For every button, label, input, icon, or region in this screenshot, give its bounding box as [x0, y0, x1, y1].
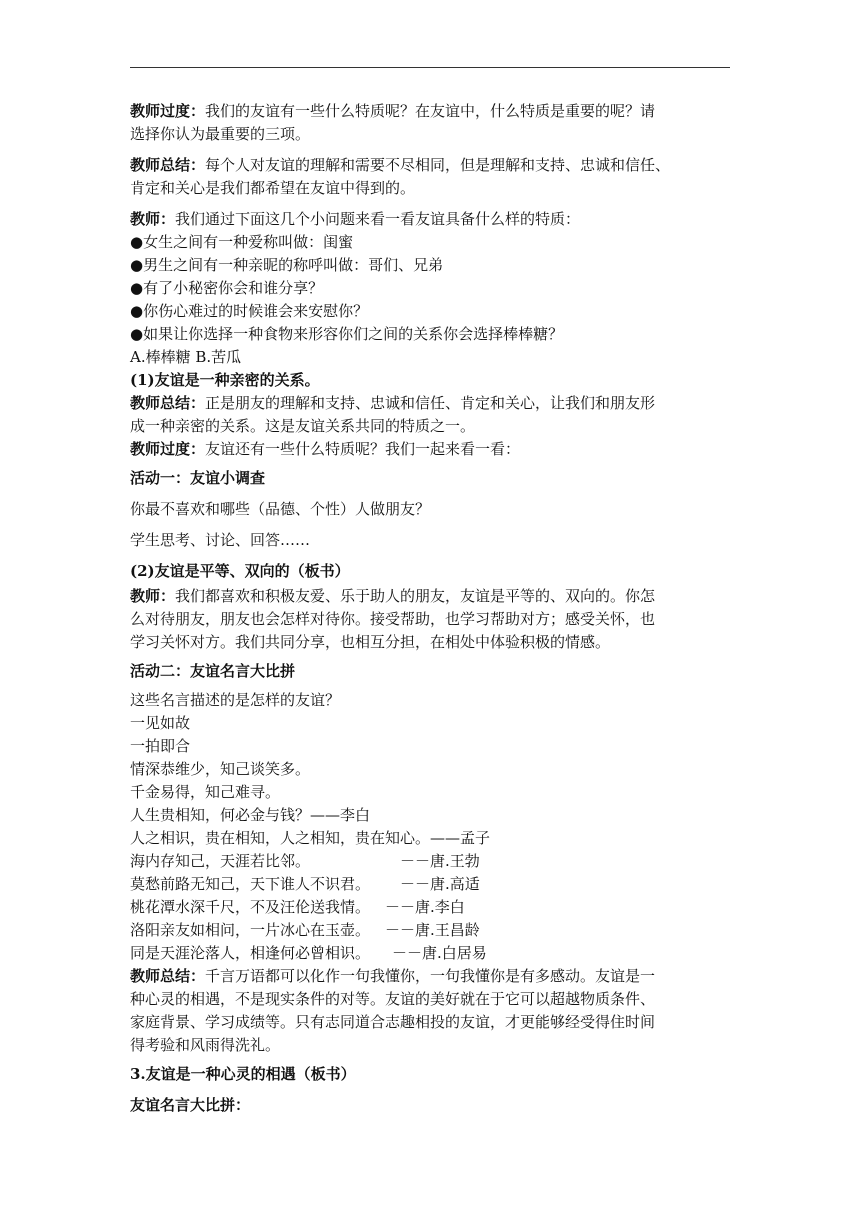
- document-body: [130, 100, 735, 1119]
- question-line: 你最不喜欢和哪些（品德、个性）人做朋友？: [130, 500, 431, 518]
- speaker-label: 教师总结：: [130, 394, 206, 412]
- header-rule: [130, 67, 730, 68]
- quote-line: 人生贵相知，何必金与钱？——李白: [130, 806, 371, 824]
- paragraph-line: [130, 208, 735, 231]
- quote-line: 一见如故: [130, 714, 191, 732]
- poem-line: [130, 896, 735, 919]
- poem-line: [130, 850, 735, 873]
- bullet-item: ●如果让你选择一种食物来形容你们之间的关系你会选择棒棒糖？: [130, 325, 564, 343]
- quote-line: 一拍即合: [130, 737, 191, 755]
- activity-heading: 活动一：友谊小调查: [130, 469, 266, 487]
- paragraph-text: 我们通过下面这几个小问题来看一看友谊具备什么样的特质：: [175, 210, 581, 228]
- speaker-label: 教师总结：: [130, 156, 206, 174]
- section-heading: 3.友谊是一种心灵的相遇（板书）: [130, 1065, 356, 1083]
- paragraph-text: 我们的友谊有一些什么特质呢？在友谊中，什么特质是重要的呢？请: [205, 102, 656, 120]
- poem-author: －－唐.王勃: [400, 852, 480, 870]
- activity-heading: 活动二：友谊名言大比拼: [130, 662, 296, 680]
- paragraph-line: [130, 392, 735, 415]
- paragraph-text: 千言万语都可以化作一句我懂你，一句我懂你是有多感动。友谊是一: [205, 967, 656, 985]
- bullet-item: ●女生之间有一种爱称叫做：闺蜜: [130, 233, 354, 251]
- quote-line: 人之相识，贵在相知，人之相知，贵在知心。——孟子: [130, 829, 491, 847]
- paragraph-text: 友谊还有一些什么特质呢？我们一起来看一看：: [205, 440, 521, 458]
- paragraph-text: 正是朋友的理解和支持、忠诚和信任、肯定和关心，让我们和朋友形: [205, 394, 656, 412]
- poem-author: －－唐.高适: [400, 875, 480, 893]
- paragraph-line: [130, 154, 735, 177]
- poem-text: 同是天涯沦落人，相逢何必曾相识。: [130, 944, 371, 962]
- question-line: 这些名言描述的是怎样的友谊？: [130, 691, 341, 709]
- bullet-item: ●男生之间有一种亲昵的称呼叫做：哥们、兄弟: [130, 256, 444, 274]
- paragraph-line: 学习关怀对方。我们共同分享，也相互分担，在相处中体验积极的情感。: [130, 633, 611, 651]
- quote-line: 情深恭维少，知己谈笑多。: [130, 760, 311, 778]
- poem-text: 海内存知己，天涯若比邻。: [130, 852, 311, 870]
- poem-author: －－唐.王昌龄: [385, 921, 480, 939]
- answer-line: 学生思考、讨论、回答……: [130, 531, 311, 549]
- poem-author: －－唐.白居易: [392, 944, 487, 962]
- speaker-label: 教师过度：: [130, 102, 206, 120]
- paragraph-text: 每个人对友谊的理解和需要不尽相同，但是理解和支持、忠诚和信任、: [205, 156, 671, 174]
- bullet-item: ●有了小秘密你会和谁分享？: [130, 279, 324, 297]
- answer-options: A.棒棒糖 B.苦瓜: [130, 348, 242, 366]
- paragraph-line: 选择你认为最重要的三项。: [130, 125, 311, 143]
- paragraph-line: [130, 100, 735, 123]
- paragraph-line: 肯定和关心是我们都希望在友谊中得到的。: [130, 179, 416, 197]
- paragraph-line: [130, 438, 735, 461]
- speaker-label: 教师过度：: [130, 440, 206, 458]
- paragraph-line: [130, 585, 735, 608]
- paragraph-line: 得考验和风雨得洗礼。: [130, 1036, 281, 1054]
- speaker-label: 教师：: [130, 587, 176, 605]
- paragraph-line: 种心灵的相遇，不是现实条件的对等。友谊的美好就在于它可以超越物质条件、: [130, 990, 656, 1008]
- poem-text: 莫愁前路无知己，天下谁人不识君。: [130, 875, 371, 893]
- speaker-label: 教师：: [130, 210, 176, 228]
- poem-line: [130, 942, 735, 965]
- bullet-item: ●你伤心难过的时候谁会来安慰你？: [130, 302, 369, 320]
- paragraph-text: 我们都喜欢和积极友爱、乐于助人的朋友，友谊是平等的、双向的。你怎: [175, 587, 656, 605]
- poem-author: －－唐.李白: [385, 898, 465, 916]
- speaker-label: 教师总结：: [130, 967, 206, 985]
- section-heading: 友谊名言大比拼：: [130, 1096, 251, 1114]
- section-heading: (1)友谊是一种亲密的关系。: [130, 371, 320, 389]
- poem-line: [130, 919, 735, 942]
- poem-text: 桃花潭水深千尺，不及汪伦送我情。: [130, 898, 371, 916]
- paragraph-line: 家庭背景、学习成绩等。只有志同道合志趣相投的友谊，才更能够经受得住时间: [130, 1013, 656, 1031]
- poem-text: 洛阳亲友如相问，一片冰心在玉壶。: [130, 921, 371, 939]
- poem-line: [130, 873, 735, 896]
- section-heading: (2)友谊是平等、双向的（板书）: [130, 562, 350, 580]
- quote-line: 千金易得，知己难寻。: [130, 783, 281, 801]
- paragraph-line: [130, 965, 735, 988]
- paragraph-line: 么对待朋友，朋友也会怎样对待你。接受帮助，也学习帮助对方；感受关怀，也: [130, 610, 656, 628]
- paragraph-line: 成一种亲密的关系。这是友谊关系共同的特质之一。: [130, 417, 476, 435]
